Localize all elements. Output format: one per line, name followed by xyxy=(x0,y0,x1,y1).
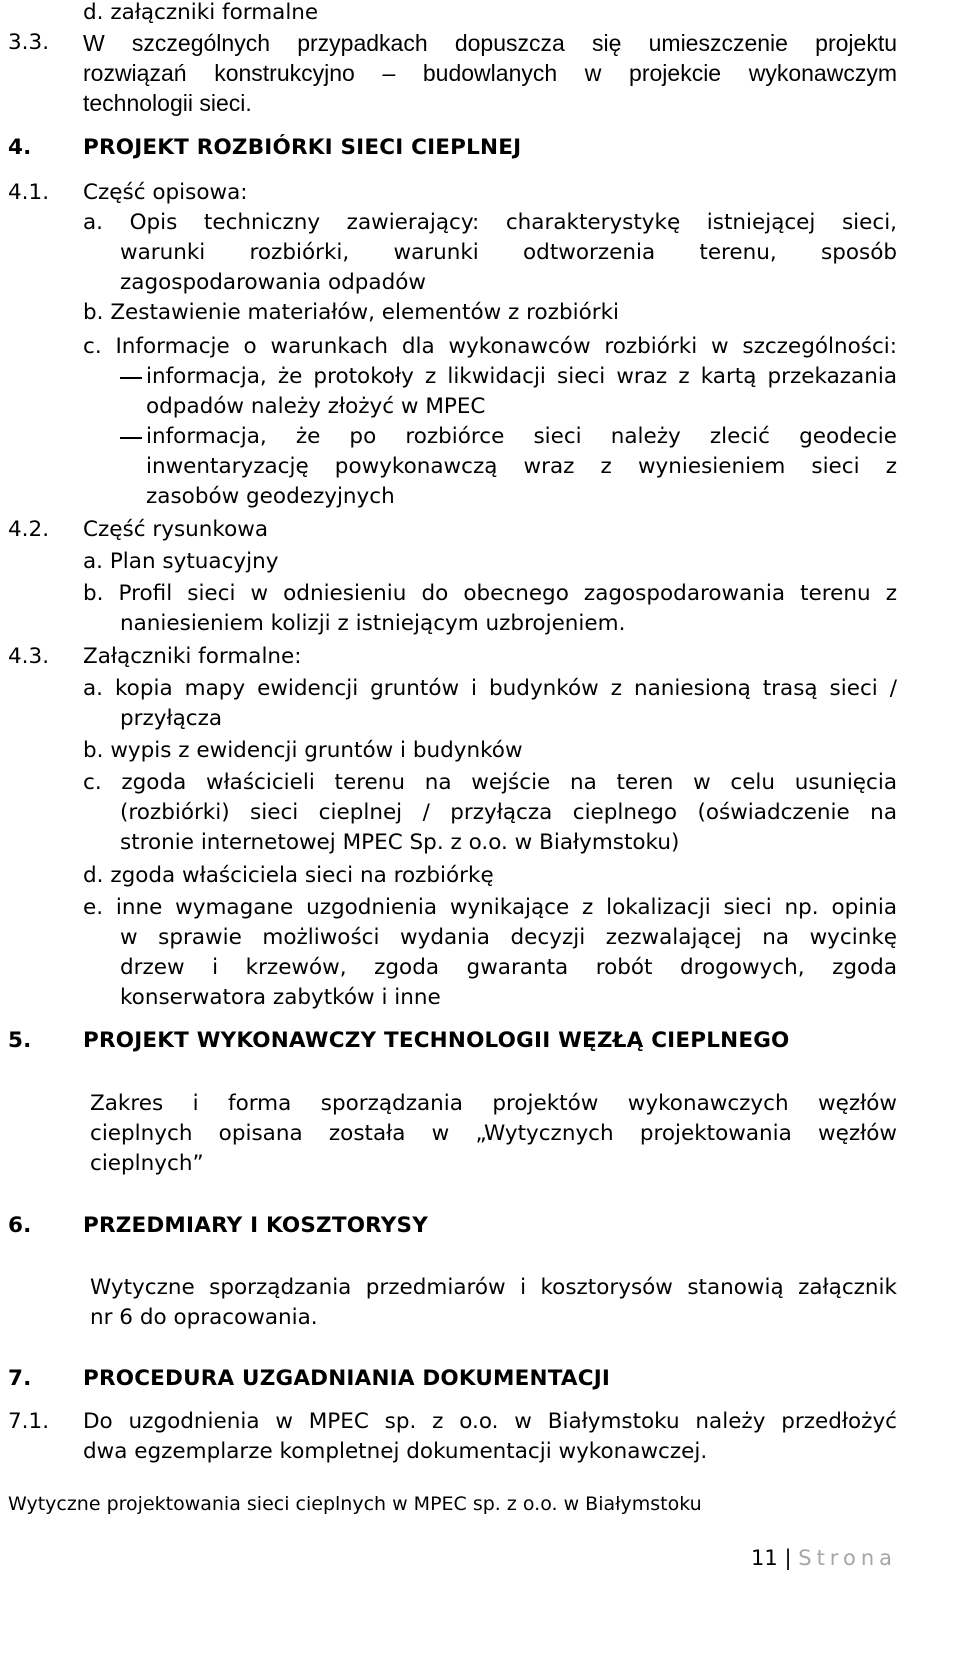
list-item-continuation: stronie internetowej MPEC Sp. z o.o. w Białymstoku) xyxy=(120,830,680,855)
bullet-item-continuation: inwentaryzację powykonawczą wraz z wyniesieniem sieci z xyxy=(146,454,897,479)
section-number: 7.1. xyxy=(8,1409,50,1434)
paragraph-line: Wytyczne sporządzania przedmiarów i kosztorysów stanowią załącznik xyxy=(90,1275,897,1300)
paragraph-line: cieplnych” xyxy=(90,1151,204,1176)
page-separator: | xyxy=(784,1546,792,1570)
paragraph-line: dwa egzemplarze kompletnej dokumentacji wykonawczej. xyxy=(83,1439,708,1464)
dash-bullet xyxy=(120,437,142,439)
page-number: 11 xyxy=(751,1546,778,1570)
dash-bullet xyxy=(120,377,142,379)
list-item: b. Profil sieci w odniesieniu do obecnego zagospodarowania terenu z xyxy=(83,581,897,606)
page-indicator xyxy=(751,1545,897,1571)
heading-number: 4. xyxy=(8,135,32,160)
section-number: 3.3. xyxy=(8,30,50,55)
section-number: 4.3. xyxy=(8,644,50,669)
list-item-continuation: naniesieniem kolizji z istniejącym uzbrojeniem. xyxy=(120,611,626,636)
list-item-continuation: (rozbiórki) sieci cieplnej / przyłącza cieplnego (oświadczenie na xyxy=(120,800,897,825)
section-heading: PROCEDURA UZGADNIANIA DOKUMENTACJI xyxy=(83,1366,611,1391)
bullet-item: informacja, że protokoły z likwidacji sieci wraz z kartą przekazania xyxy=(146,364,897,389)
paragraph-line: W szczególnych przypadkach dopuszcza się umieszczenie projektu xyxy=(83,30,897,56)
bullet-item-continuation: zasobów geodezyjnych xyxy=(146,484,395,509)
paragraph-line: rozwiązań konstrukcyjno – budowlanych w projekcie wykonawczym xyxy=(83,60,897,86)
heading-number: 7. xyxy=(8,1366,32,1391)
paragraph-line: cieplnych opisana została w „Wytycznych projektowania węzłów xyxy=(90,1121,897,1146)
paragraph-line: nr 6 do opracowania. xyxy=(90,1305,318,1330)
list-item-continuation: przyłącza xyxy=(120,706,223,731)
bullet-item-continuation: odpadów należy złożyć w MPEC xyxy=(146,394,486,419)
list-item: a. Opis techniczny zawierający: charakterystykę istniejącej sieci, xyxy=(83,210,897,235)
list-item-continuation: warunki rozbiórki, warunki odtworzenia terenu, sposób xyxy=(120,240,897,265)
subsection-title: Część opisowa: xyxy=(83,180,248,205)
subsection-title: Część rysunkowa xyxy=(83,517,268,542)
page-word: Strona xyxy=(798,1546,897,1570)
subsection-title: Załączniki formalne: xyxy=(83,644,302,669)
list-item: d. zgoda właściciela sieci na rozbiórkę xyxy=(83,863,494,888)
heading-number: 5. xyxy=(8,1028,32,1053)
list-item: e. inne wymagane uzgodnienia wynikające z lokalizacji sieci np. opinia xyxy=(83,895,897,920)
list-item: a. kopia mapy ewidencji gruntów i budynków z naniesioną trasą sieci / xyxy=(83,676,897,701)
section-number: 4.1. xyxy=(8,180,50,205)
list-item-continuation: w sprawie możliwości wydania decyzji zezwalającej na wycinkę xyxy=(120,925,897,950)
list-item-continuation: konserwatora zabytków i inne xyxy=(120,985,441,1010)
list-item: a. Plan sytuacyjny xyxy=(83,549,279,574)
list-item: b. wypis z ewidencji gruntów i budynków xyxy=(83,738,523,763)
footer-text: Wytyczne projektowania sieci cieplnych w MPEC sp. z o.o. w Białymstoku xyxy=(8,1493,702,1515)
section-heading: PROJEKT WYKONAWCZY TECHNOLOGII WĘZŁĄ CIEPLNEGO xyxy=(83,1028,790,1053)
list-item-continuation: zagospodarowania odpadów xyxy=(120,270,426,295)
paragraph-line: Zakres i forma sporządzania projektów wykonawczych węzłów xyxy=(90,1091,897,1116)
heading-number: 6. xyxy=(8,1213,32,1238)
list-item-continuation: drzew i krzewów, zgoda gwaranta robót drogowych, zgoda xyxy=(120,955,897,980)
section-number: 4.2. xyxy=(8,517,50,542)
bullet-item: informacja, że po rozbiórce sieci należy zlecić geodecie xyxy=(146,424,897,449)
paragraph-line: technologii sieci. xyxy=(83,90,252,116)
list-item: b. Zestawienie materiałów, elementów z rozbiórki xyxy=(83,300,619,325)
list-item: c. zgoda właścicieli terenu na wejście na teren w celu usunięcia xyxy=(83,770,897,795)
section-heading: PRZEDMIARY I KOSZTORYSY xyxy=(83,1213,428,1238)
paragraph-line: Do uzgodnienia w MPEC sp. z o.o. w Białymstoku należy przedłożyć xyxy=(83,1409,897,1434)
section-heading: PROJEKT ROZBIÓRKI SIECI CIEPLNEJ xyxy=(83,135,522,160)
list-item: c. Informacje o warunkach dla wykonawców rozbiórki w szczególności: xyxy=(83,334,897,359)
list-item: d. załączniki formalne xyxy=(83,0,319,25)
